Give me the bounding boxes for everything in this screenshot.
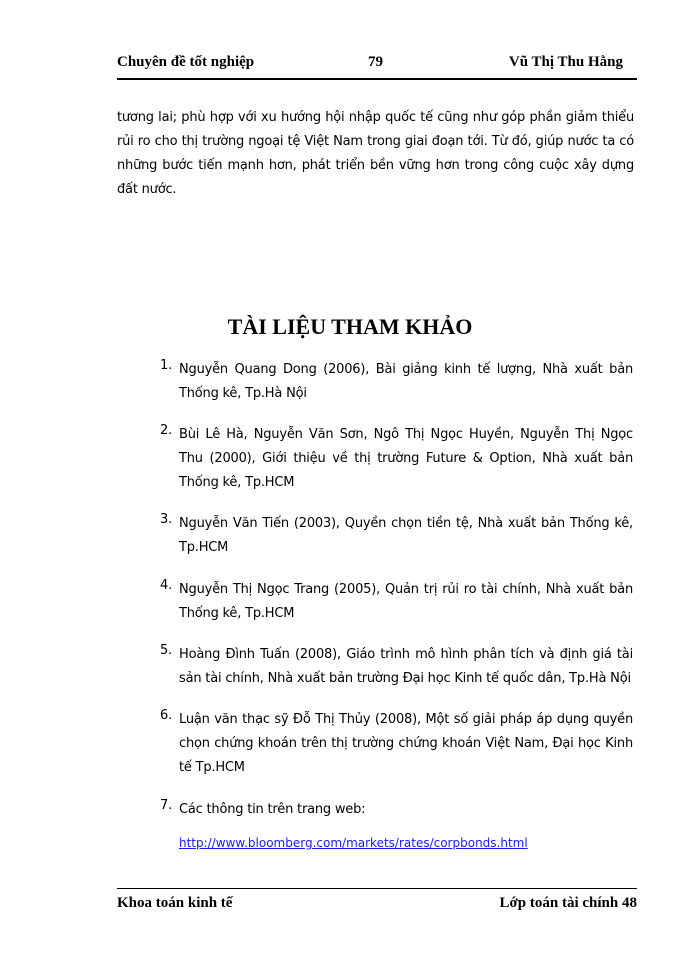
reference-item (160, 708, 633, 780)
header-page-number: 79 (368, 54, 383, 70)
reference-number: 3. (160, 512, 173, 527)
footer-faculty: Khoa toán kinh tế (117, 895, 233, 911)
reference-item (160, 358, 633, 406)
intro-paragraph: tương lai; phù hợp với xu hướng hội nhập quốc tế cũng như góp phần giảm thiểu rủi ro cho thị trường ngoại tệ Việt Nam trong giai đoạn tới. Từ đó, giúp nước ta có những bước tiến mạnh hơn, phát triển bền vững hơn trong công cuộc xây dựng đất nước. (117, 110, 634, 197)
reference-item (160, 643, 633, 691)
reference-number: 6. (160, 708, 173, 723)
reference-text: Bùi Lê Hà, Nguyễn Văn Sơn, Ngô Thị Ngọc Huyền, Nguyễn Thị Ngọc Thu (2000), Giới thiệu về thị trường Future & Option, Nhà xuất bản Thống kê, Tp.HCM (179, 427, 633, 490)
page-header (117, 54, 637, 80)
reference-item (160, 423, 633, 495)
reference-item (160, 798, 633, 822)
header-document-type: Chuyên đề tốt nghiệp (117, 54, 255, 70)
header-author-name: Vũ Thị Thu Hằng (508, 54, 623, 70)
bloomberg-link[interactable]: http://www.bloomberg.com/markets/rates/corpbonds.html (179, 836, 528, 850)
reference-number: 1. (160, 358, 173, 373)
reference-item (160, 512, 633, 560)
reference-text: Hoàng Đình Tuấn (2008), Giáo trình mô hình phân tích và định giá tài sản tài chính, Nhà xuất bản trường Đại học Kinh tế quốc dân, Tp.Hà Nội (179, 647, 633, 686)
reference-number: 7. (160, 798, 173, 813)
reference-item (160, 578, 633, 626)
reference-number: 4. (160, 578, 173, 593)
footer-class: Lớp toán tài chính 48 (499, 895, 637, 911)
reference-text: Các thông tin trên trang web: (179, 802, 366, 817)
reference-number: 5. (160, 643, 173, 658)
reference-number: 2. (160, 423, 173, 438)
reference-text: Nguyễn Quang Dong (2006), Bài giảng kinh tế lượng, Nhà xuất bản Thống kê, Tp.Hà Nội (179, 362, 633, 401)
section-title: TÀI LIỆU THAM KHẢO (227, 314, 473, 339)
reference-text: Luận văn thạc sỹ Đỗ Thị Thủy (2008), Một số giải pháp áp dụng quyền chọn chứng khoán trên thị trường chứng khoán Việt Nam, Đại học Kinh tế Tp.HCM (179, 712, 633, 775)
reference-text: Nguyễn Thị Ngọc Trang (2005), Quản trị rủi ro tài chính, Nhà xuất bản Thống kê, Tp.HCM (179, 582, 633, 621)
page-footer (117, 888, 637, 913)
reference-text: Nguyễn Văn Tiến (2003), Quyền chọn tiền tệ, Nhà xuất bản Thống kê, Tp.HCM (179, 516, 633, 555)
